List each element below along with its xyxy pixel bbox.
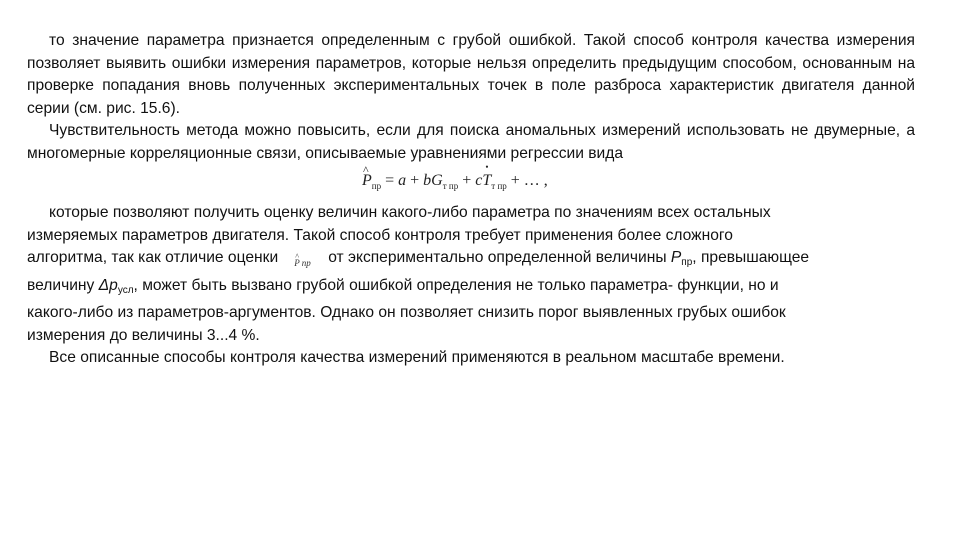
dp-sub: усл (117, 284, 134, 296)
formula-t-sub: т пр (491, 181, 507, 191)
paragraph-3-line-3 (27, 247, 915, 275)
formula-plus-1: + (406, 172, 424, 189)
formula-b: b (423, 172, 432, 189)
formula-g: G (431, 172, 443, 189)
line3-mid: от экспериментально определенной величины (328, 249, 667, 266)
line4-start: величину (27, 276, 95, 294)
formula-lhs: ^ P (362, 172, 372, 190)
formula-g-sub: т пр (442, 181, 459, 191)
formula-a: a (398, 172, 407, 189)
paragraph-1: то значение параметра признается определенным с грубой ошибкой. Такой способ контроля качества измерения позволяет выявить ошибки измерения параметров, которые нельзя определить предыдущим способом, основанным на проверке попадания вновь полученных экспериментальных точек в поле разброса характеристик двигателя данной серии (см. рис. 15.6). (27, 32, 915, 117)
regression-formula (362, 172, 548, 191)
paragraph-3-line-6: измерения до величины 3...4 %. (27, 326, 260, 344)
paragraph-3-line-5: какого-либо из параметров-аргументов. Однако он позволяет снизить порог выявленных грубых ошибок (27, 304, 786, 321)
paragraph-3-line-4 (27, 275, 915, 303)
formula-eq: = (381, 172, 399, 189)
formula-t: • T (482, 172, 491, 190)
formula-plus-2: + (458, 172, 476, 189)
line4-end: , может быть вызвано грубой ошибкой определения не только параметра- функции, но и (133, 276, 779, 294)
formula-tail: + … , (506, 172, 548, 189)
paragraph-2: Чувствительность метода можно повысить, если для поиска аномальных измерений использовать не двумерные, а многомерные корреляционные связи, описываемые уравнениями регрессии вида (27, 122, 915, 162)
line3-start: алгоритма, так как отличие оценки (27, 249, 279, 266)
p-symbol: P (670, 249, 682, 266)
text-block-top (27, 30, 915, 165)
p-sub: пр (681, 257, 693, 268)
estimate-formula-image: ^ P пр (292, 250, 316, 265)
formula-lhs-sub: пр (371, 181, 382, 191)
paragraph-3-line-1: которые позволяют получить оценку величин какого-либо параметра по значениям всех остальных (49, 204, 771, 221)
paragraph-3-line-2: измеряемых параметров двигателя. Такой способ контроля требует применения более сложного (27, 226, 733, 244)
paragraph-4: Все описанные способы контроля качества измерений применяются в реальном масштабе времени. (49, 349, 785, 366)
dp-symbol: Δp (98, 276, 118, 294)
line3-end: , превышающее (692, 249, 810, 266)
formula-c: c (475, 172, 483, 189)
text-block-bottom (27, 202, 915, 370)
